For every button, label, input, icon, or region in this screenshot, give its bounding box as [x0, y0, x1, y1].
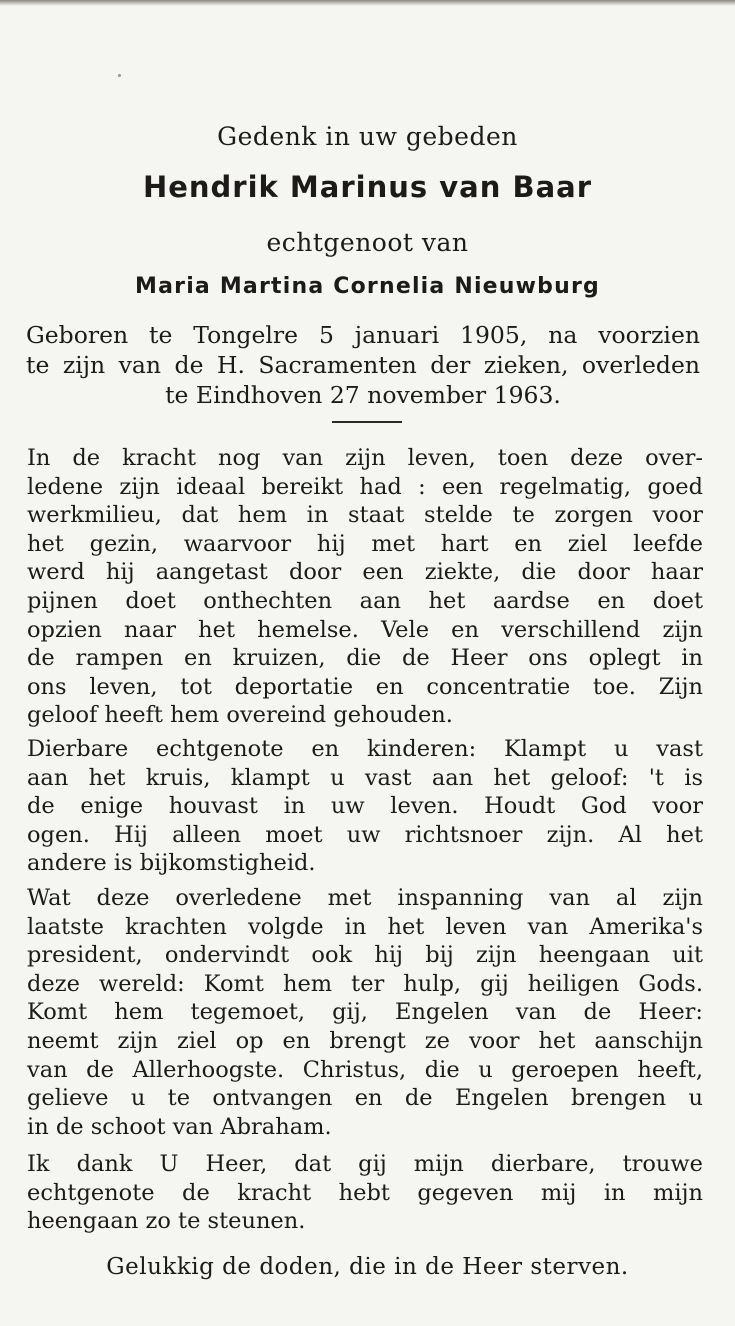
text-line: president, ondervindt ook hij bij zijn heengaan uit	[27, 942, 703, 969]
text-line: het gezin, waarvoor hij met hart en ziel leefde	[27, 530, 703, 557]
text-line: de enige houvast in uw leven. Houdt God voor	[27, 793, 703, 820]
text-line: ons leven, tot deportatie en concentratie toe. Zijn	[27, 673, 703, 700]
text-line: Dierbare echtgenote en kinderen: Klampt u vast	[27, 736, 703, 762]
text-line: echtgenote de kracht hebt gegeven mij in mijn	[27, 1179, 703, 1206]
text-line: ogen. Hij alleen moet uw richtsnoer zijn. Al het	[27, 821, 703, 848]
paragraph-1	[27, 444, 703, 730]
paragraph-3	[27, 884, 703, 1141]
text-line: aan het kruis, klampt u vast aan het geloof: 't is	[27, 764, 703, 791]
text-line: neemt zijn ziel op en brengt ze voor het aanschijn	[27, 1027, 703, 1054]
paper-speck	[118, 74, 121, 77]
card-top-edge	[0, 0, 735, 6]
text-line: heengaan zo te steunen.	[27, 1208, 306, 1235]
text-line: Wat deze overledene met inspanning van al zijn	[27, 885, 703, 911]
birth-death-block	[26, 320, 700, 410]
text-line: pijnen doet onthechten aan het aardse en doet	[27, 587, 703, 614]
text-line: geloof heeft hem overeind gehouden.	[27, 702, 453, 729]
paragraph-2	[27, 735, 703, 878]
text-line: deze wereld: Komt hem ter hulp, gij heiligen Gods.	[27, 970, 703, 997]
paragraph-4	[27, 1150, 703, 1236]
spouse-name: Maria Martina Cornelia Nieuwburg	[135, 274, 600, 299]
birth-line: Geboren te Tongelre 5 januari 1905, na voorzien	[26, 321, 700, 349]
text-line: opzien naar het hemelse. Vele en verschillend zijn	[27, 616, 703, 643]
birth-line: te Eindhoven 27 november 1963.	[165, 381, 561, 409]
closing-line: Gelukkig de doden, die in de Heer sterven.	[106, 1254, 629, 1280]
relation-line: echtgenoot van	[266, 228, 469, 257]
text-line: in de schoot van Abraham.	[27, 1113, 332, 1140]
text-line: van de Allerhoogste. Christus, die u geroepen heeft,	[27, 1056, 703, 1083]
text-line: In de kracht nog van zijn leven, toen deze over-	[27, 445, 703, 471]
text-line: ledene zijn ideaal bereikt had : een regelmatig, goed	[27, 473, 703, 500]
text-line: de rampen en kruizen, die de Heer ons oplegt in	[27, 645, 703, 672]
text-line: Ik dank U Heer, dat gij mijn dierbare, trouwe	[27, 1151, 703, 1177]
text-line: werkmilieu, dat hem in staat stelde te zorgen voor	[27, 502, 703, 529]
text-line: laatste krachten volgde in het leven van Amerika's	[27, 913, 703, 940]
text-line: Komt hem tegemoet, gij, Engelen van de Heer:	[27, 999, 703, 1026]
divider-rule	[332, 421, 402, 423]
text-line: andere is bijkomstigheid.	[27, 850, 316, 877]
deceased-name: Hendrik Marinus van Baar	[142, 170, 593, 204]
birth-line: te zijn van de H. Sacramenten der zieken, overleden	[26, 351, 700, 379]
remembrance-line: Gedenk in uw gebeden	[217, 122, 518, 151]
text-line: gelieve u te ontvangen en de Engelen brengen u	[27, 1085, 703, 1112]
text-line: werd hij aangetast door een ziekte, die door haar	[27, 559, 703, 586]
